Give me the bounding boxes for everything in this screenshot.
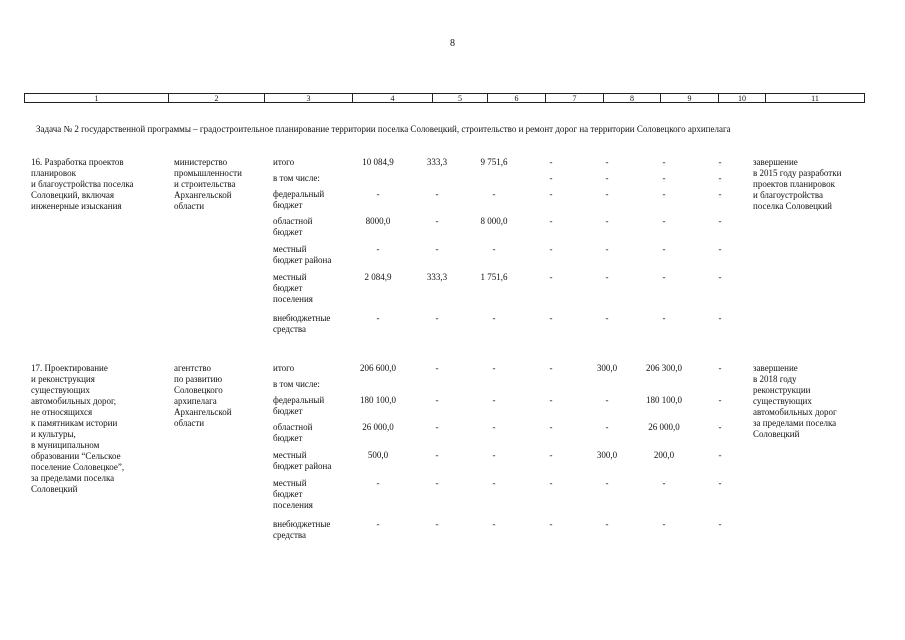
funding-value: - (435, 313, 439, 323)
funding-source: местный бюджет поселения (273, 478, 313, 510)
funding-value: - (435, 519, 439, 529)
funding-value: 333,3 (426, 272, 448, 282)
column-number: 2 (168, 94, 264, 102)
funding-value: - (549, 422, 553, 432)
funding-value: - (376, 313, 380, 323)
funding-value: - (605, 244, 609, 254)
funding-source: федеральный бюджет (273, 189, 325, 210)
funding-value: - (492, 189, 496, 199)
funding-value: 26 000,0 (648, 422, 680, 432)
funding-value: - (662, 173, 666, 183)
funding-value: - (718, 216, 722, 226)
funding-value: 1 751,6 (480, 272, 508, 282)
funding-value: - (376, 244, 380, 254)
funding-value: - (549, 478, 553, 488)
funding-value: - (492, 519, 496, 529)
funding-value: 200,0 (653, 450, 675, 460)
funding-value: 8 000,0 (480, 216, 508, 226)
funding-value: - (492, 395, 496, 405)
funding-value: 26 000,0 (362, 422, 394, 432)
funding-value: - (435, 395, 439, 405)
funding-value: 206 600,0 (360, 363, 396, 373)
funding-value: - (549, 216, 553, 226)
funding-value: - (718, 395, 722, 405)
funding-value: 180 100,0 (646, 395, 682, 405)
funding-value: - (435, 244, 439, 254)
funding-value: - (662, 157, 666, 167)
funding-value: - (549, 272, 553, 282)
funding-value: - (605, 395, 609, 405)
funding-value: - (605, 519, 609, 529)
column-number: 5 (432, 94, 487, 102)
funding-value: - (549, 157, 553, 167)
funding-value: - (435, 478, 439, 488)
funding-value: - (605, 478, 609, 488)
funding-source: в том числе: (273, 173, 320, 183)
column-number: 9 (660, 94, 718, 102)
executor-name: министерство промышленности и строительства Архангельской области (174, 157, 242, 211)
column-number: 3 (264, 94, 352, 102)
column-number: 10 (718, 94, 765, 102)
funding-source: местный бюджет района (273, 244, 332, 265)
executor-name: агентство по развитию Соловецкого архипелага Архангельской области (174, 363, 232, 428)
funding-source: итого (273, 157, 295, 167)
funding-source: областной бюджет (273, 216, 313, 237)
funding-value: 9 751,6 (480, 157, 508, 167)
funding-source: местный бюджет района (273, 450, 332, 471)
funding-value: - (605, 189, 609, 199)
column-number-header (24, 93, 865, 103)
funding-source: итого (273, 363, 295, 373)
funding-value: - (376, 189, 380, 199)
funding-source: федеральный бюджет (273, 395, 325, 416)
funding-value: - (662, 216, 666, 226)
funding-value: - (376, 478, 380, 488)
funding-value: - (605, 157, 609, 167)
funding-value: - (435, 189, 439, 199)
funding-value: - (435, 450, 439, 460)
expected-result: завершение в 2015 году разработки проектов планировок и благоустройства поселка Соловецкий (753, 157, 842, 211)
funding-value: - (662, 272, 666, 282)
funding-value: - (549, 450, 553, 460)
funding-value: - (718, 244, 722, 254)
funding-value: - (718, 478, 722, 488)
funding-value: 206 300,0 (646, 363, 682, 373)
funding-value: - (605, 313, 609, 323)
funding-value: - (376, 519, 380, 529)
funding-value: - (492, 313, 496, 323)
funding-value: - (549, 395, 553, 405)
funding-value: - (492, 478, 496, 488)
funding-source: местный бюджет поселения (273, 272, 313, 304)
funding-value: 500,0 (367, 450, 389, 460)
funding-source: в том числе: (273, 379, 320, 389)
funding-value: - (492, 244, 496, 254)
funding-value: - (549, 173, 553, 183)
funding-value: - (718, 272, 722, 282)
funding-source: областной бюджет (273, 422, 313, 443)
column-number: 6 (487, 94, 545, 102)
funding-value: - (605, 216, 609, 226)
funding-value: 300,0 (596, 450, 618, 460)
funding-value: 180 100,0 (360, 395, 396, 405)
funding-value: - (435, 216, 439, 226)
activity-name: 17. Проектирование и реконструкция существующих автомобильных дорог, не относящихся к памятникам истории и культуры, в муниципальном образовании “Сельское поселение Соловецкое”, за пределами поселка Соловецкий (31, 363, 125, 494)
funding-source: внебюджетные средства (273, 313, 331, 334)
funding-value: - (718, 363, 722, 373)
funding-value: - (492, 363, 496, 373)
funding-value: - (718, 519, 722, 529)
funding-value: - (662, 478, 666, 488)
funding-value: - (492, 422, 496, 432)
activity-name: 16. Разработка проектов планировок и благоустройства поселка Соловецкий, включая инженерные изыскания (31, 157, 134, 211)
column-number: 1 (94, 94, 99, 103)
funding-value: - (662, 189, 666, 199)
funding-value: 300,0 (596, 363, 618, 373)
funding-value: - (662, 519, 666, 529)
funding-value: - (718, 173, 722, 183)
funding-value: - (605, 272, 609, 282)
funding-value: - (605, 173, 609, 183)
funding-value: 2 084,9 (364, 272, 392, 282)
funding-value: - (605, 422, 609, 432)
column-number: 11 (765, 94, 864, 102)
funding-value: - (435, 422, 439, 432)
funding-value: 8000,0 (365, 216, 391, 226)
funding-value: - (492, 450, 496, 460)
funding-value: - (718, 189, 722, 199)
column-number: 4 (352, 94, 432, 102)
funding-value: - (718, 157, 722, 167)
funding-value: - (435, 363, 439, 373)
page-number: 8 (450, 38, 455, 49)
funding-value: - (549, 363, 553, 373)
funding-value: - (718, 422, 722, 432)
funding-value: 10 084,9 (362, 157, 394, 167)
funding-value: - (549, 189, 553, 199)
expected-result: завершение в 2018 году реконструкции существующих автомобильных дорог за пределами поселка Соловецкий (753, 363, 837, 439)
funding-value: - (549, 244, 553, 254)
funding-value: - (549, 313, 553, 323)
funding-source: внебюджетные средства (273, 519, 331, 540)
column-number: 7 (545, 94, 603, 102)
funding-value: - (718, 450, 722, 460)
funding-value: 333,3 (426, 157, 448, 167)
task-title: Задача № 2 государственной программы – градостроительное планирование территории поселка Соловецкий, строительство и ремонт дорог на территории Соловецкого архипелага (36, 124, 731, 134)
funding-value: - (662, 244, 666, 254)
column-number: 8 (603, 94, 660, 102)
funding-value: - (662, 313, 666, 323)
funding-value: - (549, 519, 553, 529)
funding-value: - (718, 313, 722, 323)
